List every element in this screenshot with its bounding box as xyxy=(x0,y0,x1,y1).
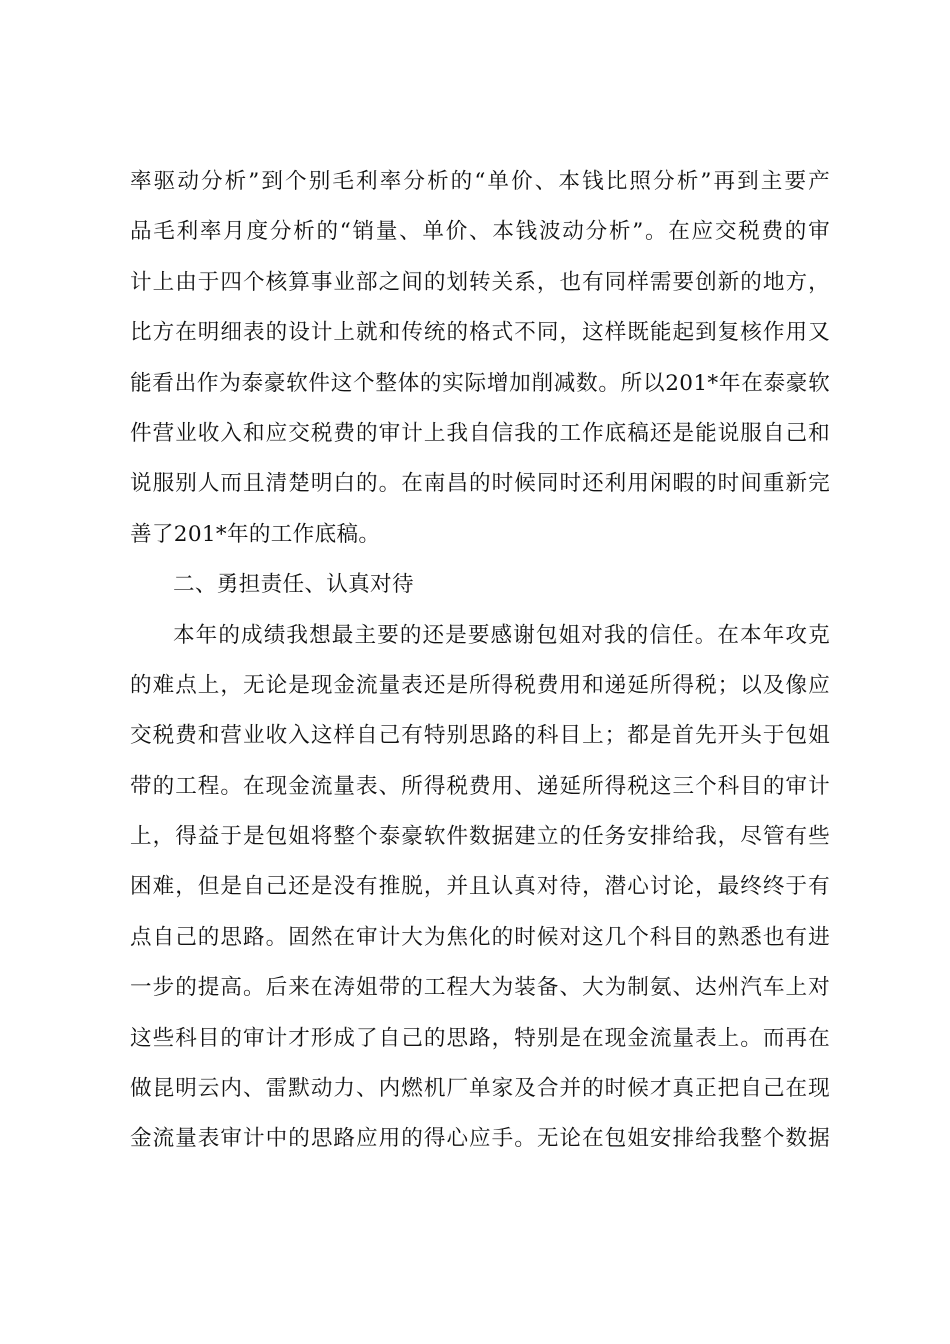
paragraph-line: 品毛利率月度分析的“销量、单价、本钱波动分析”。在应交税费的审 xyxy=(130,219,830,245)
paragraph-line: 率驱动分析”到个别毛利率分析的“单价、本钱比照分析”再到主要产 xyxy=(130,169,830,194)
paragraph-line: 金流量表审计中的思路应用的得心应手。无论在包姐安排给我整个数据 xyxy=(130,1126,830,1152)
paragraph-line: 计上由于四个核算事业部之间的划转关系，也有同样需要创新的地方， xyxy=(130,269,830,295)
paragraph-line: 件营业收入和应交税费的审计上我自信我的工作底稿还是能说服自己和 xyxy=(130,420,830,446)
paragraph-line: 这些科目的审计才形成了自己的思路，特别是在现金流量表上。而再在 xyxy=(130,1025,830,1051)
paragraph-line: 的难点上，无论是现金流量表还是所得税费用和递延所得税；以及像应 xyxy=(130,672,830,698)
paragraph-line: 带的工程。在现金流量表、所得税费用、递延所得税这三个科目的审计 xyxy=(130,773,830,799)
paragraph-line: 一步的提高。后来在涛姐带的工程大为装备、大为制氨、达州汽车上对 xyxy=(130,975,830,1001)
paragraph-line: 能看出作为泰豪软件这个整体的实际增加削减数。所以201*年在泰豪软 xyxy=(130,370,830,396)
paragraph-line: 说服别人而且清楚明白的。在南昌的时候同时还利用闲暇的时间重新完 xyxy=(130,471,830,497)
paragraph-line: 困难，但是自己还是没有推脱，并且认真对待，潜心讨论，最终终于有 xyxy=(130,874,830,900)
paragraph-first-line: 本年的成绩我想最主要的还是要感谢包姐对我的信任。在本年攻克 xyxy=(173,622,830,648)
paragraph-line: 比方在明细表的设计上就和传统的格式不同，这样既能起到复核作用又 xyxy=(130,320,830,346)
paragraph-line: 点自己的思路。固然在审计大为焦化的时候对这几个科目的熟悉也有进 xyxy=(130,924,830,950)
paragraph-line: 上，得益于是包姐将整个泰豪软件数据建立的任务安排给我，尽管有些 xyxy=(130,824,830,850)
paragraph-line: 做昆明云内、雷默动力、内燃机厂单家及合并的时候才真正把自己在现 xyxy=(130,1076,830,1102)
section-heading: 二、勇担责任、认真对待 xyxy=(173,572,414,598)
document-body xyxy=(130,157,830,1165)
paragraph-line-last: 善了201*年的工作底稿。 xyxy=(130,521,381,547)
paragraph-line: 交税费和营业收入这样自己有特别思路的科目上；都是首先开头于包姐 xyxy=(130,723,830,749)
